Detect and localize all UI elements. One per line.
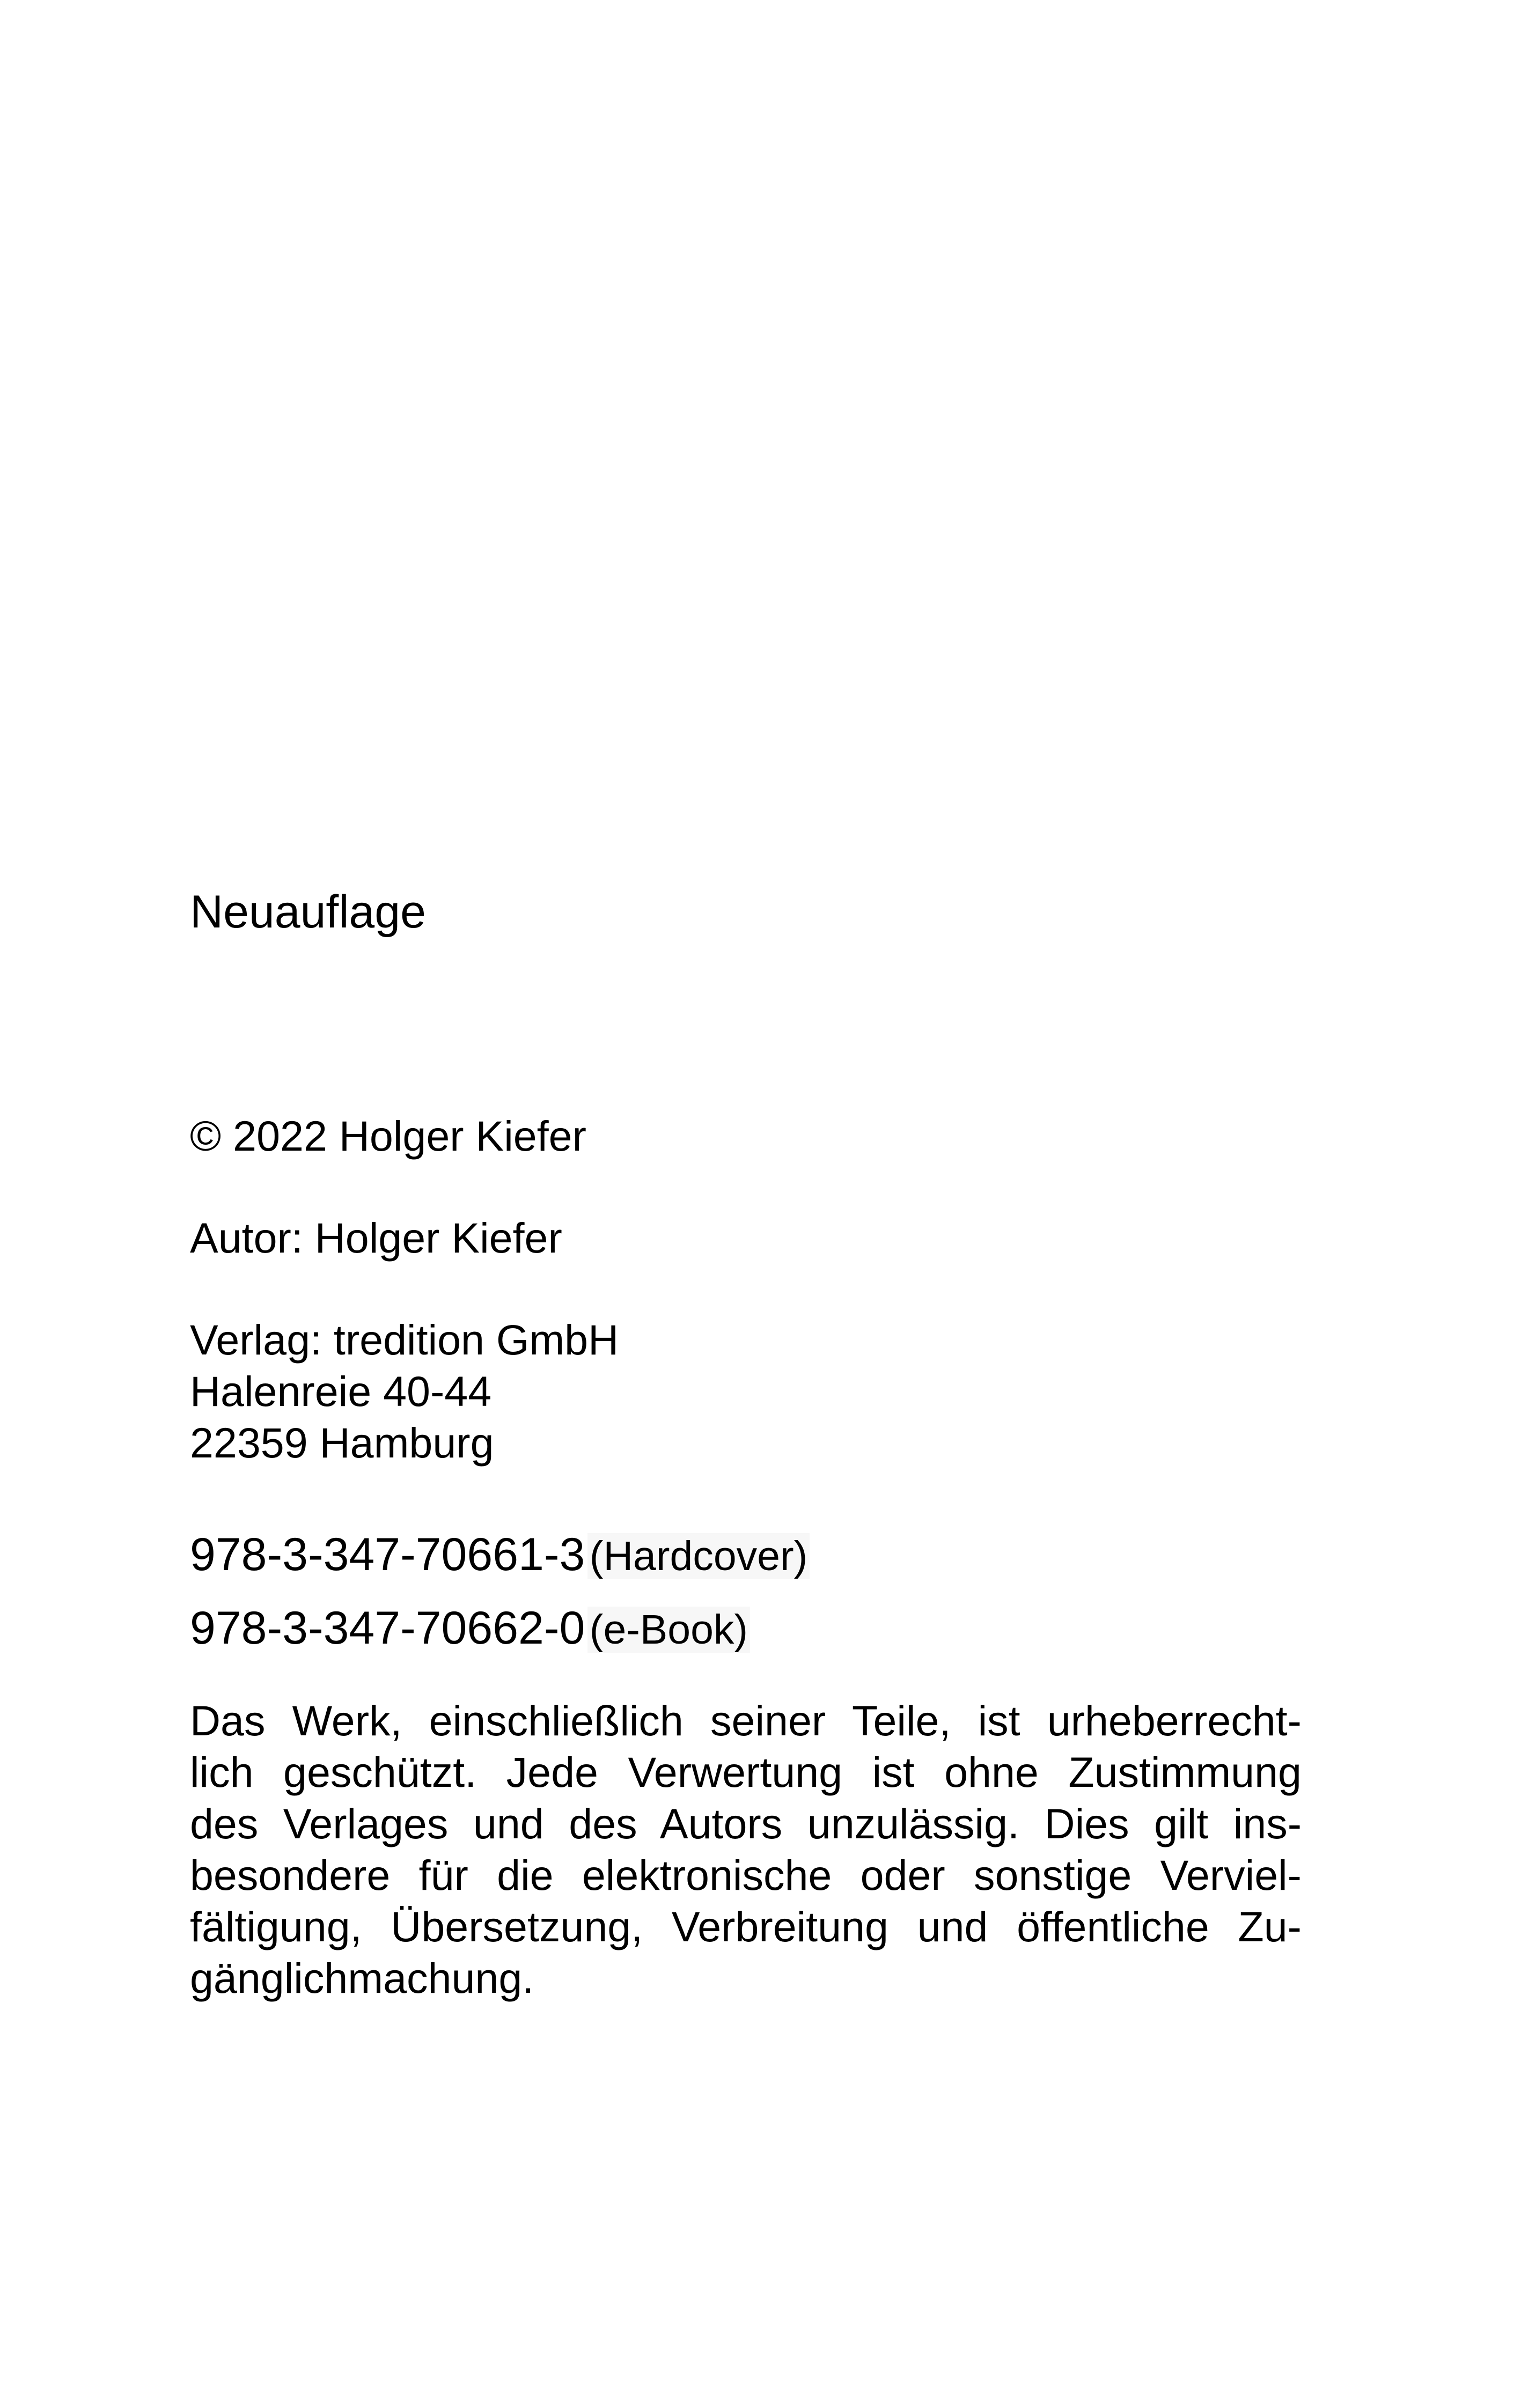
- publisher-address: [190, 1314, 619, 1469]
- rights-line: Das Werk, einschließlich seiner Teile, ist urheberrecht-: [190, 1697, 1302, 1744]
- edition-label: Neuauflage: [190, 886, 426, 938]
- rights-line: besondere für die elektronische oder sonstige Verviel-: [190, 1851, 1302, 1899]
- rights-line: fältigung, Übersetzung, Verbreitung und öffentliche Zu-: [190, 1903, 1302, 1950]
- author-line: Autor: Holger Kiefer: [190, 1214, 562, 1262]
- isbn-number: 978-3-347-70661-3: [190, 1529, 585, 1580]
- isbn-ebook: [190, 1598, 810, 1671]
- isbn-format: (e-Book): [587, 1607, 750, 1653]
- rights-line: des Verlages und des Autors unzulässig. Dies gilt ins-: [190, 1800, 1302, 1847]
- isbn-list: [190, 1525, 810, 1671]
- rights-line: lich geschützt. Jede Verwertung ist ohne Zustimmung: [190, 1748, 1302, 1796]
- rights-notice: [190, 1695, 1302, 2004]
- isbn-number: 978-3-347-70662-0: [190, 1602, 585, 1654]
- isbn-format: (Hardcover): [587, 1533, 810, 1579]
- publisher-name: Verlag: tredition GmbH: [190, 1316, 619, 1364]
- publisher-street: Halenreie 40-44: [190, 1367, 492, 1415]
- copyright-notice: © 2022 Holger Kiefer: [190, 1112, 586, 1160]
- rights-line: gänglichmachung.: [190, 1954, 534, 2002]
- isbn-hardcover: [190, 1525, 810, 1598]
- publisher-city: 22359 Hamburg: [190, 1419, 494, 1467]
